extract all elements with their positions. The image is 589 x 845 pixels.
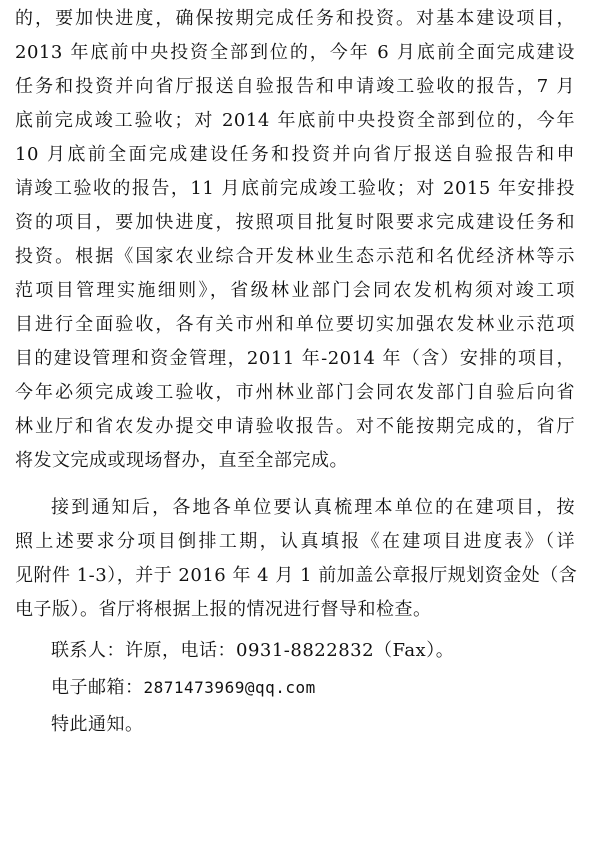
closing-line: 特此通知。 <box>51 714 144 735</box>
paragraph-line: 的，要加快进度，确保按期完成任务和投资。对基本建设项目， <box>15 8 575 29</box>
paragraph-line-last: 电子版）。省厅将根据上报的情况进行督导和检查。 <box>15 599 432 620</box>
paragraph-line: 照上述要求分项目倒排工期，认真填报《在建项目进度表》（详 <box>15 531 575 552</box>
email-label: 电子邮箱： <box>51 677 144 698</box>
contact-line: 联系人：许原，电话：0931-8822832（Fax）。 <box>51 640 455 661</box>
closing <box>15 706 575 743</box>
paragraph-2 <box>15 491 578 627</box>
paragraph-line: 2013 年底前中央投资全部到位的，今年 6 月底前全面完成建设 <box>15 42 575 63</box>
email-info <box>15 669 575 706</box>
paragraph-line: 底前完成竣工验收；对 2014 年底前中央投资全部到位的，今年 <box>15 110 575 131</box>
paragraph-line: 目的建设管理和资金管理，2011 年-2014 年（含）安排的项目， <box>15 348 575 369</box>
paragraph-line: 任务和投资并向省厅报送自验报告和申请竣工验收的报告，7 月 <box>15 76 575 97</box>
email-address: 2871473969@qq.com <box>143 678 316 697</box>
paragraph-line: 资的项目，要加快进度，按照项目批复时限要求完成建设任务和 <box>15 212 575 233</box>
paragraph-line: 投资。根据《国家农业综合开发林业生态示范和名优经济林等示 <box>15 246 575 267</box>
paragraph-line: 林业厅和省农发办提交申请验收报告。对不能按期完成的，省厅 <box>15 416 575 437</box>
paragraph-1 <box>15 2 575 478</box>
paragraph-line: 目进行全面验收，各有关市州和单位要切实加强农发林业示范项 <box>15 314 575 335</box>
contact-info <box>15 632 575 669</box>
paragraph-line-last: 将发文完成或现场督办，直至全部完成。 <box>15 450 348 471</box>
paragraph-line-first: 接到通知后，各地各单位要认真梳理本单位的在建项目，按 <box>51 497 575 518</box>
paragraph-line: 10 月底前全面完成建设任务和投资并向省厅报送自验报告和申 <box>15 144 575 165</box>
paragraph-line: 今年必须完成竣工验收，市州林业部门会同农发部门自验后向省 <box>15 382 575 403</box>
paragraph-line: 范项目管理实施细则》，省级林业部门会同农发机构须对竣工项 <box>15 280 575 301</box>
email-line <box>15 669 575 706</box>
paragraph-line: 见附件 1-3），并于 2016 年 4 月 1 前加盖公章报厅规划资金处（含 <box>15 565 578 586</box>
paragraph-line: 请竣工验收的报告，11 月底前完成竣工验收；对 2015 年安排投 <box>15 178 575 199</box>
